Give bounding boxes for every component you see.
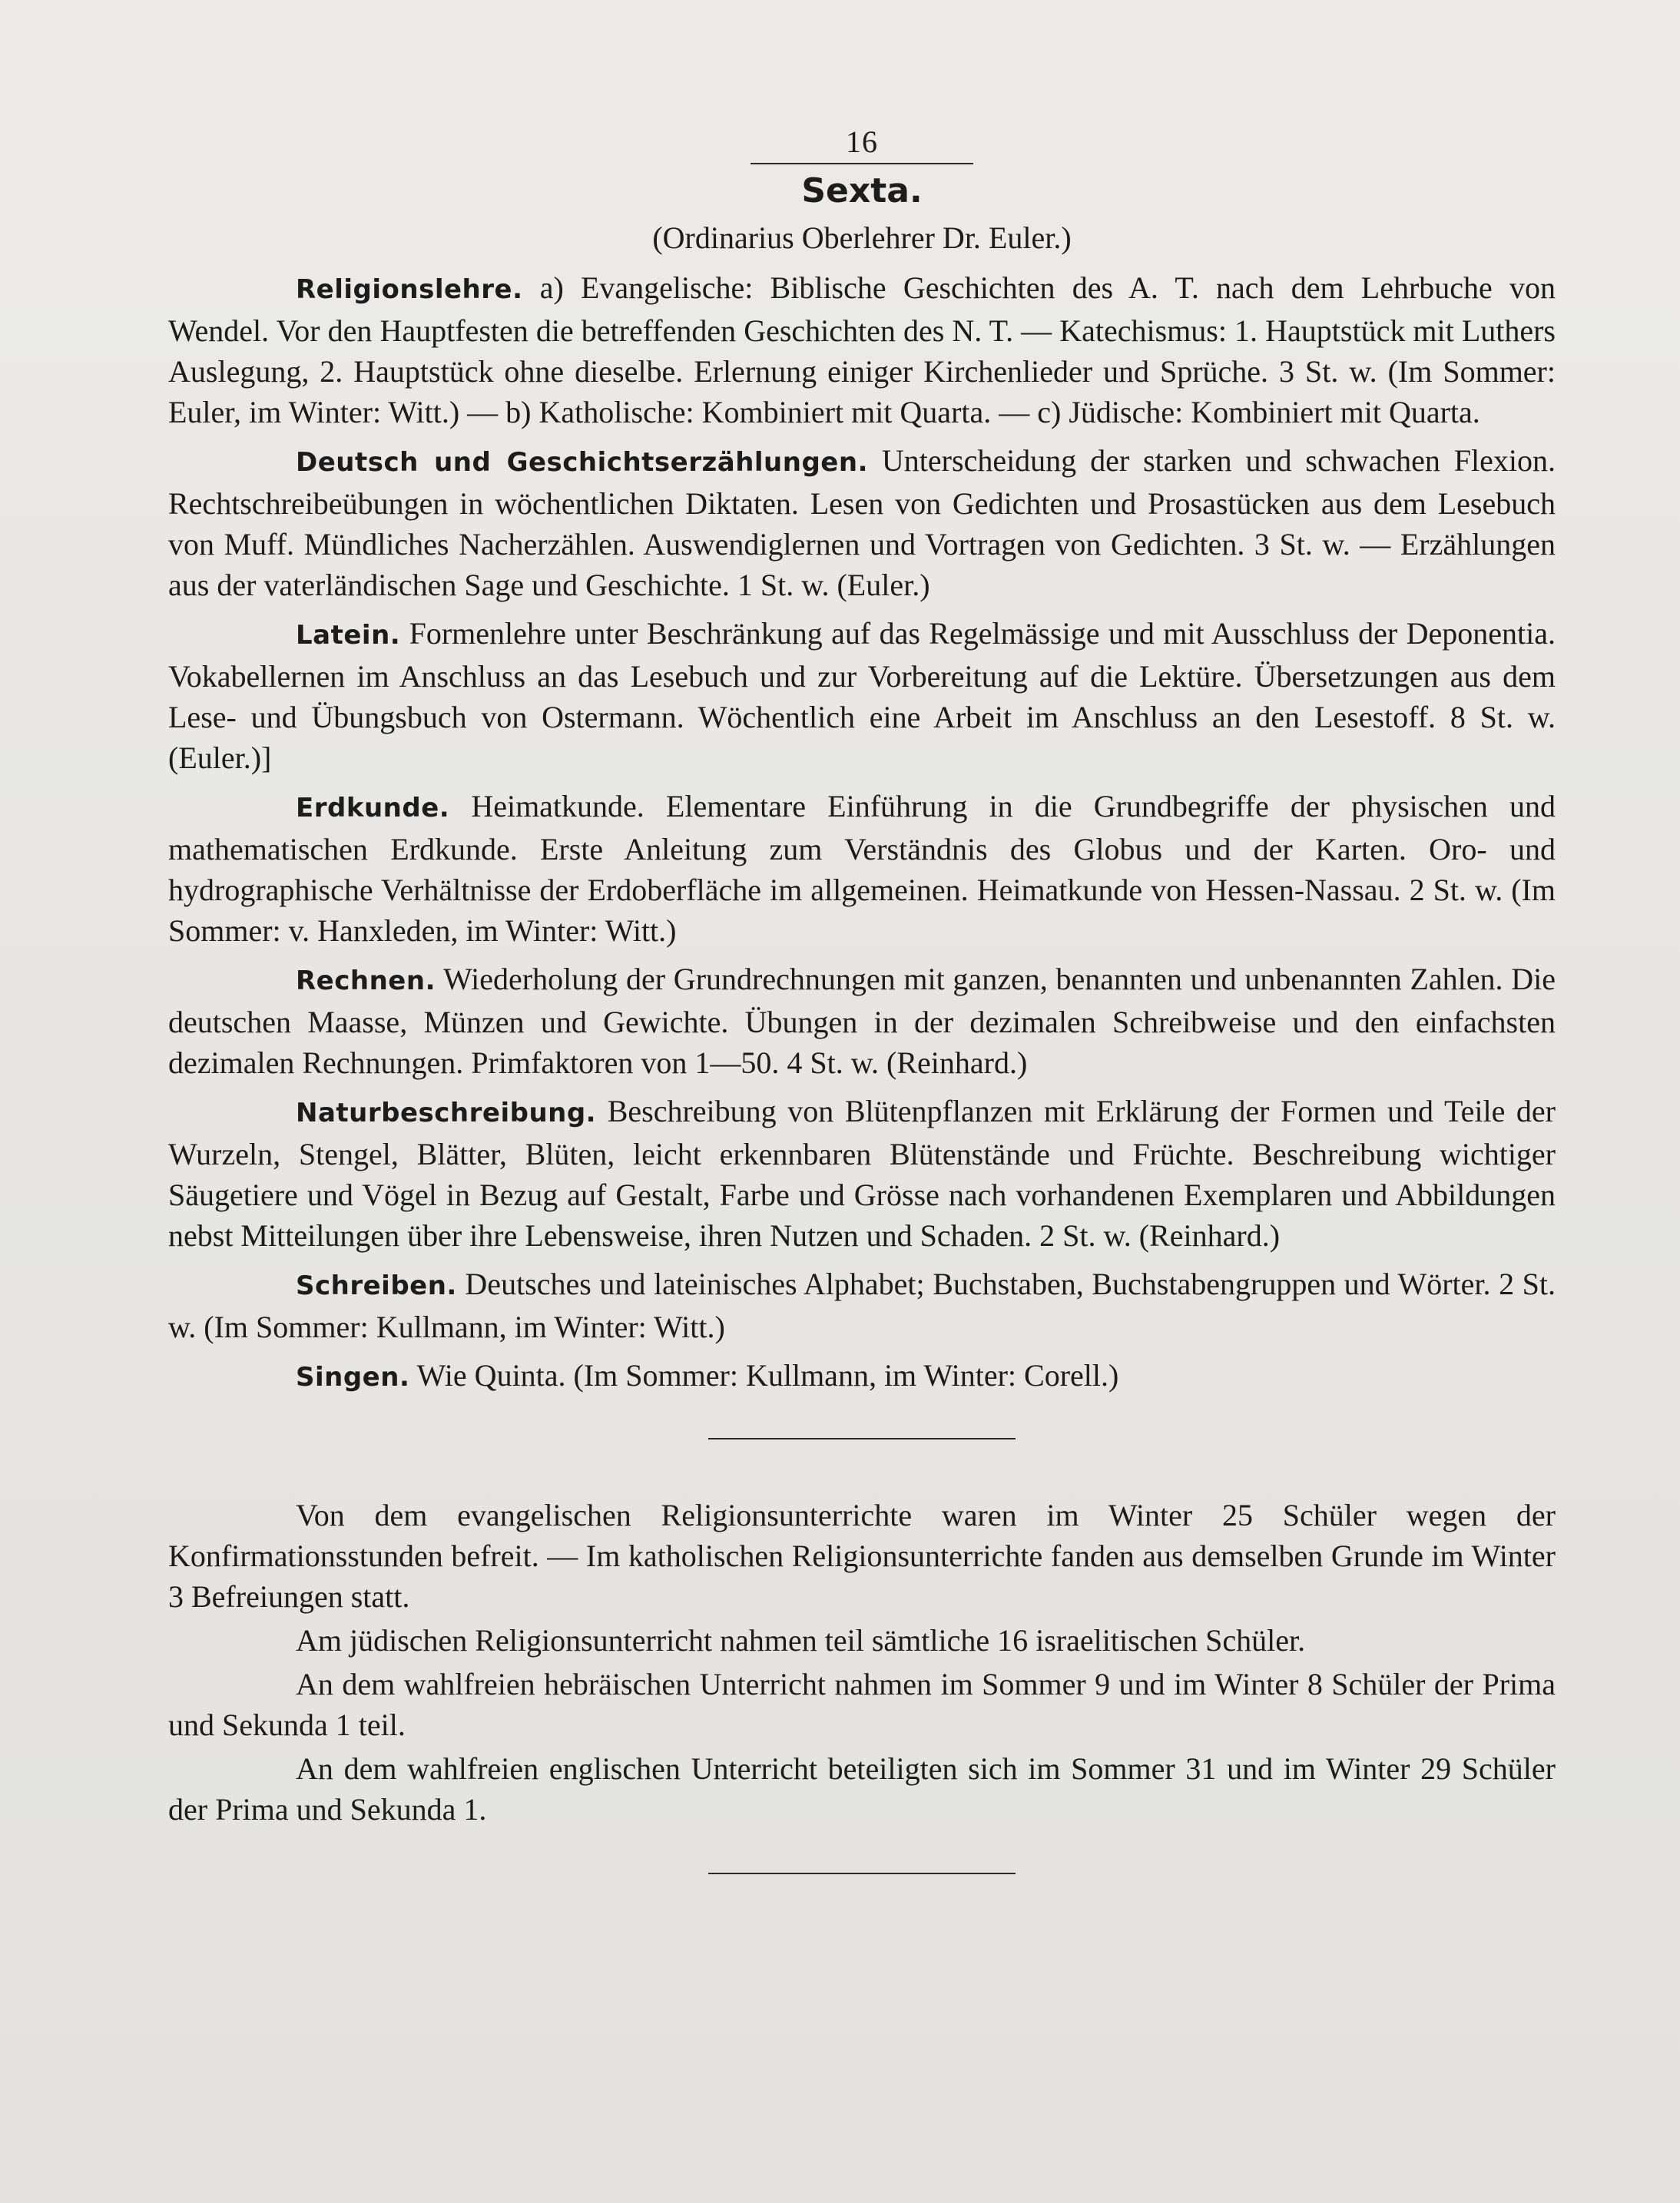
subject-geography xyxy=(168,786,1556,951)
subject-heading: Schreiben. xyxy=(296,1270,457,1301)
subject-text: Formenlehre unter Beschränkung auf das Regelmässige und mit Ausschluss der Deponentia. Vokabellernen im Anschluss an das Lesebuch und zur Vorbereitung auf die Lektüre. Übersetzungen aus dem Lese- und Übungsbuch von Ostermann. Wöchentlich eine Arbeit im Anschluss an den Lesestoff. 8 St. w. (Euler.)] xyxy=(168,616,1556,775)
subject-latin xyxy=(168,613,1556,778)
page-number: 16 xyxy=(846,124,878,159)
subject-religion xyxy=(168,267,1556,432)
subject-heading: Religionslehre. xyxy=(296,274,523,305)
notes-block xyxy=(168,1495,1556,1830)
section-subtitle: (Ordinarius Oberlehrer Dr. Euler.) xyxy=(652,220,1072,255)
note-paragraph: Von dem evangelischen Religionsunterrichte waren im Winter 25 Schüler wegen der Konfirmationsstunden befreit. — Im katholischen Religionsunterrichte fanden aus demselben Grunde im Winter 3 Befreiungen statt. xyxy=(168,1498,1556,1614)
subject-heading: Erdkunde. xyxy=(296,793,450,823)
subject-heading: Rechnen. xyxy=(296,966,436,996)
subject-text: Wiederholung der Grundrechnungen mit ganzen, benannten und unbenannten Zahlen. Die deutschen Maasse, Münzen und Gewichte. Übungen in der dezimalen Schreibweise und den einfachsten dezimalen Rechnungen. Primfaktoren von 1—50. 4 St. w. (Reinhard.) xyxy=(168,962,1556,1080)
subject-heading: Latein. xyxy=(296,620,401,651)
note-paragraph: An dem wahlfreien englischen Unterricht beteiligten sich im Sommer 31 und im Winter 29 Schüler der Prima und Sekunda 1. xyxy=(168,1751,1556,1827)
subject-heading: Singen. xyxy=(296,1362,410,1393)
subject-text: Heimatkunde. Elementare Einführung in die Grundbegriffe der physischen und mathematischen Erdkunde. Erste Anleitung zum Verständnis des Globus und der Karten. Oro- und hydrographische Verhältnisse der Erdoberfläche im allgemeinen. Heimatkunde von Hessen-Nassau. 2 St. w. (Im Sommer: v. Hanxleden, im Winter: Witt.) xyxy=(168,789,1556,948)
subject-natural-history xyxy=(168,1091,1556,1256)
section-divider-rule xyxy=(708,1438,1016,1439)
subject-text: a) Evangelische: Biblische Geschichten des A. T. nach dem Lehrbuche von Wendel. Vor den Hauptfesten die betreffenden Geschichten des N. T. — Katechismus: 1. Hauptstück mit Luthers Auslegung, 2. Hauptstück ohne dieselbe. Erlernung einiger Kirchenlieder und Sprüche. 3 St. w. (Im Sommer: Euler, im Winter: Witt.) — b) Katholische: Kombiniert mit Quarta. — c) Jüdische: Kombiniert mit Quarta. xyxy=(168,270,1556,429)
subject-writing xyxy=(168,1264,1556,1347)
subject-text: Beschreibung von Blütenpflanzen mit Erklärung der Formen und Teile der Wurzeln, Stengel, Blätter, Blüten, leicht erkennbaren Blütenstände und Früchte. Beschreibung wichtiger Säugetiere und Vögel in Bezug auf Gestalt, Farbe und Grösse nach vorhandenen Exemplaren und Abbildungen nebst Mitteilungen über ihre Lebensweise, ihren Nutzen und Schaden. 2 St. w. (Reinhard.) xyxy=(168,1094,1556,1253)
subject-text: Wie Quinta. (Im Sommer: Kullmann, im Winter: Corell.) xyxy=(416,1358,1119,1393)
subject-text: Unterscheidung der starken und schwachen Flexion. Rechtschreibeübungen in wöchentlichen Diktaten. Lesen von Gedichten und Prosastücken aus dem Lesebuch von Muff. Mündliches Nacherzählen. Auswendiglernen und Vortragen von Gedichten. 3 St. w. — Erzählungen aus der vaterländischen Sage und Geschichte. 1 St. w. (Euler.) xyxy=(168,443,1556,602)
subject-text: Deutsches und lateinisches Alphabet; Buchstaben, Buchstabengruppen und Wörter. 2 St. w. (Im Sommer: Kullmann, im Winter: Witt.) xyxy=(168,1267,1556,1344)
footer-rule xyxy=(708,1873,1016,1874)
subject-heading: Deutsch und Geschichtserzählungen. xyxy=(296,447,868,478)
subject-list xyxy=(168,267,1556,1398)
header-rule xyxy=(751,163,973,164)
subject-german xyxy=(168,440,1556,605)
page-content xyxy=(168,123,1556,1874)
note-paragraph: An dem wahlfreien hebräischen Unterricht nahmen im Sommer 9 und im Winter 8 Schüler der Prima und Sekunda 1 teil. xyxy=(168,1667,1556,1742)
section-title: Sexta. xyxy=(801,171,923,210)
subject-heading: Naturbeschreibung. xyxy=(296,1098,597,1128)
subject-singing xyxy=(168,1355,1556,1398)
note-paragraph: Am jüdischen Religionsunterricht nahmen teil sämtliche 16 israelitischen Schüler. xyxy=(296,1623,1306,1658)
subject-arithmetic xyxy=(168,959,1556,1083)
